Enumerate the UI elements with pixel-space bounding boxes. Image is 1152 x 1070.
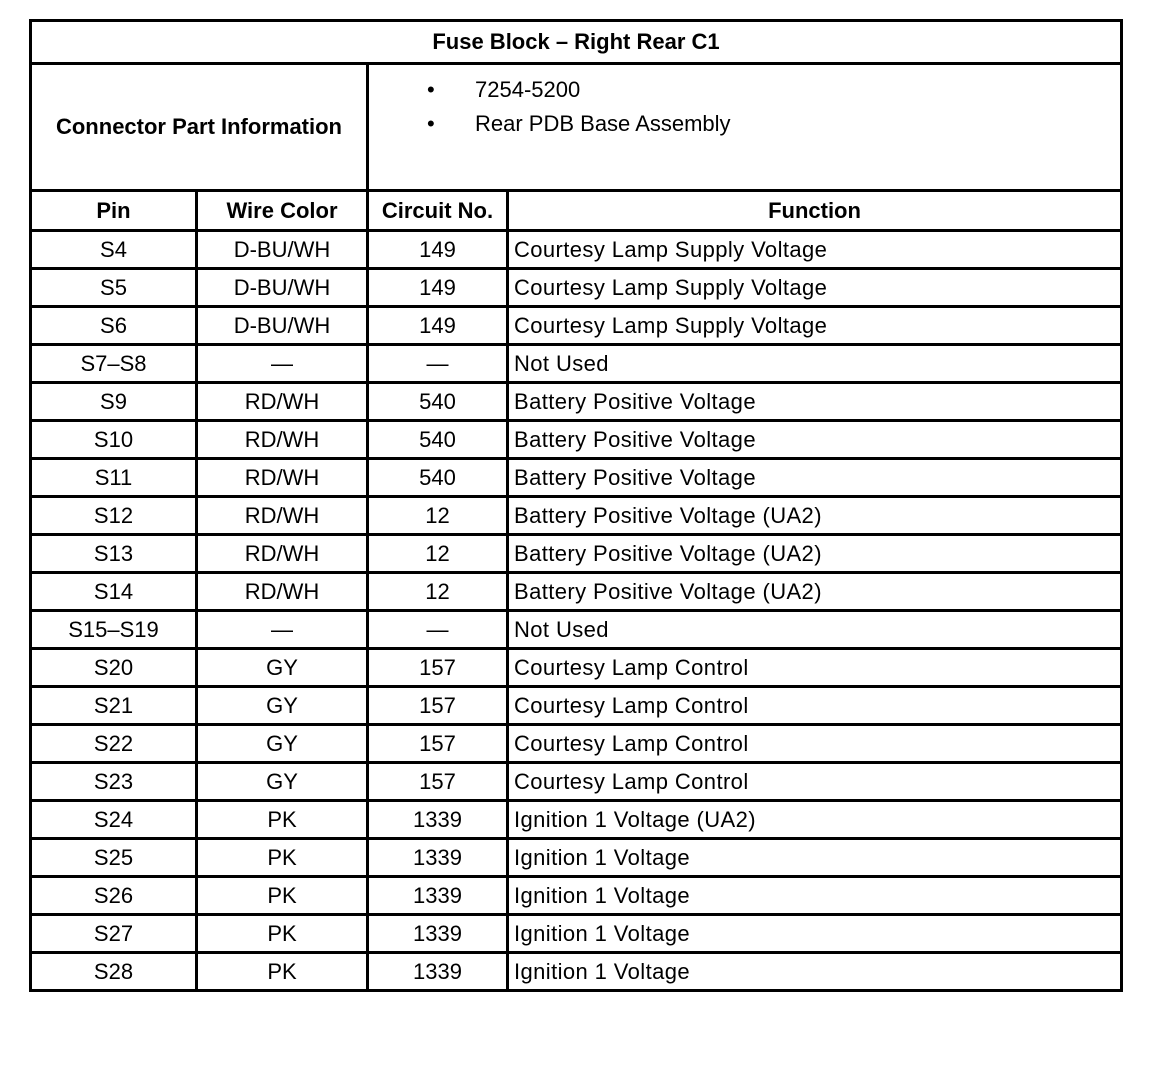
- circuit-no-cell: 12: [368, 573, 508, 611]
- function-cell: Battery Positive Voltage: [508, 383, 1122, 421]
- pin-cell: S12: [31, 497, 197, 535]
- function-cell: Ignition 1 Voltage (UA2): [508, 801, 1122, 839]
- circuit-no-cell: —: [368, 345, 508, 383]
- table-row: [31, 687, 1122, 725]
- function-cell: Not Used: [508, 345, 1122, 383]
- connector-info-label: Connector Part Information: [31, 64, 368, 191]
- pin-cell: S10: [31, 421, 197, 459]
- pin-cell: S13: [31, 535, 197, 573]
- wire-color-cell: PK: [197, 877, 368, 915]
- table-row: [31, 383, 1122, 421]
- wire-color-cell: PK: [197, 839, 368, 877]
- table-row: [31, 535, 1122, 573]
- wire-color-cell: RD/WH: [197, 497, 368, 535]
- pin-cell: S28: [31, 953, 197, 991]
- circuit-no-cell: 157: [368, 725, 508, 763]
- connector-info-item: [369, 77, 1120, 111]
- pin-cell: S11: [31, 459, 197, 497]
- circuit-no-cell: 1339: [368, 801, 508, 839]
- function-cell: Battery Positive Voltage (UA2): [508, 497, 1122, 535]
- circuit-no-cell: 149: [368, 307, 508, 345]
- pin-cell: S14: [31, 573, 197, 611]
- bullet-icon: •: [427, 111, 435, 136]
- wire-color-cell: GY: [197, 649, 368, 687]
- connector-info-item: [369, 111, 1120, 145]
- table-body: [31, 231, 1122, 991]
- pin-cell: S7–S8: [31, 345, 197, 383]
- function-cell: Battery Positive Voltage: [508, 459, 1122, 497]
- header-wire-color: Wire Color: [197, 191, 368, 231]
- circuit-no-cell: 1339: [368, 953, 508, 991]
- circuit-no-cell: 540: [368, 421, 508, 459]
- table-row: [31, 839, 1122, 877]
- table-row: [31, 497, 1122, 535]
- pin-cell: S23: [31, 763, 197, 801]
- wire-color-cell: D-BU/WH: [197, 231, 368, 269]
- table-row: [31, 231, 1122, 269]
- wire-color-cell: RD/WH: [197, 535, 368, 573]
- circuit-no-cell: 540: [368, 459, 508, 497]
- wire-color-cell: —: [197, 345, 368, 383]
- circuit-no-cell: 1339: [368, 877, 508, 915]
- circuit-no-cell: 540: [368, 383, 508, 421]
- connector-part-number: 7254-5200: [475, 77, 581, 102]
- header-function: Function: [508, 191, 1122, 231]
- connector-table: [29, 19, 1123, 992]
- function-cell: Battery Positive Voltage (UA2): [508, 573, 1122, 611]
- pin-cell: S26: [31, 877, 197, 915]
- function-cell: Battery Positive Voltage: [508, 421, 1122, 459]
- header-pin: Pin: [31, 191, 197, 231]
- wire-color-cell: RD/WH: [197, 421, 368, 459]
- function-cell: Battery Positive Voltage (UA2): [508, 535, 1122, 573]
- circuit-no-cell: 1339: [368, 915, 508, 953]
- table-row: [31, 611, 1122, 649]
- table-row: [31, 573, 1122, 611]
- function-cell: Courtesy Lamp Control: [508, 649, 1122, 687]
- pin-cell: S15–S19: [31, 611, 197, 649]
- circuit-no-cell: 149: [368, 269, 508, 307]
- wire-color-cell: RD/WH: [197, 573, 368, 611]
- function-cell: Ignition 1 Voltage: [508, 839, 1122, 877]
- pin-cell: S9: [31, 383, 197, 421]
- table-row: [31, 801, 1122, 839]
- function-cell: Courtesy Lamp Supply Voltage: [508, 231, 1122, 269]
- circuit-no-cell: 157: [368, 763, 508, 801]
- wire-color-cell: D-BU/WH: [197, 269, 368, 307]
- wire-color-cell: PK: [197, 953, 368, 991]
- table-row: [31, 345, 1122, 383]
- table-row: [31, 459, 1122, 497]
- pin-cell: S6: [31, 307, 197, 345]
- function-cell: Ignition 1 Voltage: [508, 915, 1122, 953]
- circuit-no-cell: 1339: [368, 839, 508, 877]
- circuit-no-cell: 157: [368, 649, 508, 687]
- circuit-no-cell: 157: [368, 687, 508, 725]
- table-row: [31, 307, 1122, 345]
- function-cell: Courtesy Lamp Supply Voltage: [508, 307, 1122, 345]
- connector-info-list: [368, 64, 1122, 191]
- wire-color-cell: GY: [197, 725, 368, 763]
- table-row: [31, 763, 1122, 801]
- pin-cell: S24: [31, 801, 197, 839]
- bullet-icon: •: [427, 77, 435, 102]
- function-cell: Courtesy Lamp Supply Voltage: [508, 269, 1122, 307]
- connector-description: Rear PDB Base Assembly: [475, 111, 731, 136]
- table-row: [31, 915, 1122, 953]
- pin-cell: S22: [31, 725, 197, 763]
- table-title: Fuse Block – Right Rear C1: [31, 21, 1122, 64]
- wire-color-cell: GY: [197, 763, 368, 801]
- circuit-no-cell: 149: [368, 231, 508, 269]
- wire-color-cell: PK: [197, 915, 368, 953]
- pin-cell: S21: [31, 687, 197, 725]
- table-row: [31, 421, 1122, 459]
- wire-color-cell: PK: [197, 801, 368, 839]
- wire-color-cell: D-BU/WH: [197, 307, 368, 345]
- wire-color-cell: RD/WH: [197, 383, 368, 421]
- function-cell: Courtesy Lamp Control: [508, 763, 1122, 801]
- wire-color-cell: —: [197, 611, 368, 649]
- pin-cell: S27: [31, 915, 197, 953]
- table-row: [31, 725, 1122, 763]
- table-row: [31, 649, 1122, 687]
- table-row: [31, 877, 1122, 915]
- function-cell: Courtesy Lamp Control: [508, 687, 1122, 725]
- function-cell: Ignition 1 Voltage: [508, 877, 1122, 915]
- pin-cell: S4: [31, 231, 197, 269]
- pin-cell: S5: [31, 269, 197, 307]
- wire-color-cell: GY: [197, 687, 368, 725]
- circuit-no-cell: 12: [368, 535, 508, 573]
- circuit-no-cell: —: [368, 611, 508, 649]
- table-row: [31, 269, 1122, 307]
- wire-color-cell: RD/WH: [197, 459, 368, 497]
- function-cell: Ignition 1 Voltage: [508, 953, 1122, 991]
- header-circuit-no: Circuit No.: [368, 191, 508, 231]
- pin-cell: S20: [31, 649, 197, 687]
- table-row: [31, 953, 1122, 991]
- pin-cell: S25: [31, 839, 197, 877]
- function-cell: Not Used: [508, 611, 1122, 649]
- circuit-no-cell: 12: [368, 497, 508, 535]
- function-cell: Courtesy Lamp Control: [508, 725, 1122, 763]
